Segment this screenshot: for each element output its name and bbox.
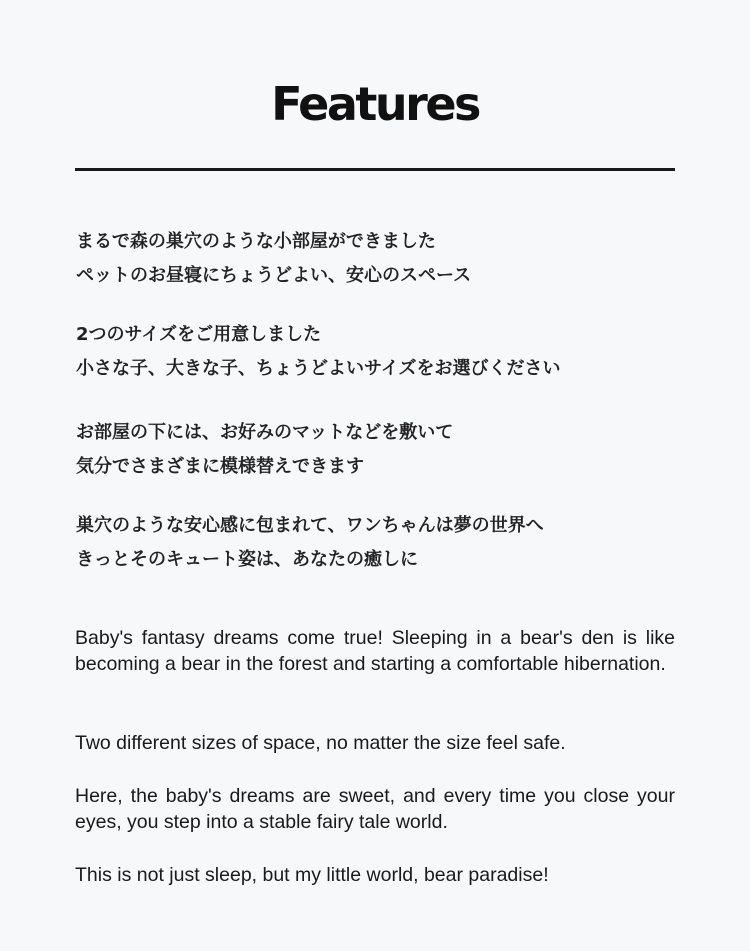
title-divider [75,168,675,171]
page-title: Features [271,77,479,131]
jp-line: 気分でさまざまに模様替えできます [76,456,364,477]
jp-section-1 [76,225,696,293]
en-paragraph-3: Here, the baby's dreams are sweet, and every time you close your eyes, you step into a stable fairy tale world. [75,785,675,833]
en-paragraph-1: Baby's fantasy dreams come true! Sleeping in a bear's den is like becoming a bear in the forest and starting a comfortable hibernation. [75,627,675,675]
jp-section-3 [76,416,696,484]
jp-line: ペットのお昼寝にちょうどよい、安心のスペース [76,265,472,286]
en-paragraph-2: Two different sizes of space, no matter the size feel safe. [75,732,566,754]
jp-line: きっとそのキュート姿は、あなたの癒しに [76,549,418,570]
jp-line: まるで森の巣穴のような小部屋ができました [76,231,436,252]
jp-line: 小さな子、大きな子、ちょうどよいサイズをお選びください [76,358,561,379]
jp-line: お部屋の下には、お好みのマットなどを敷いて [76,422,454,443]
jp-line: 2つのサイズをご用意しました [76,324,322,345]
jp-section-2 [76,318,696,386]
en-paragraph-4: This is not just sleep, but my little world, bear paradise! [75,864,549,886]
jp-line: 巣穴のような安心感に包まれて、ワンちゃんは夢の世界へ [76,515,544,536]
jp-section-4 [76,509,696,577]
